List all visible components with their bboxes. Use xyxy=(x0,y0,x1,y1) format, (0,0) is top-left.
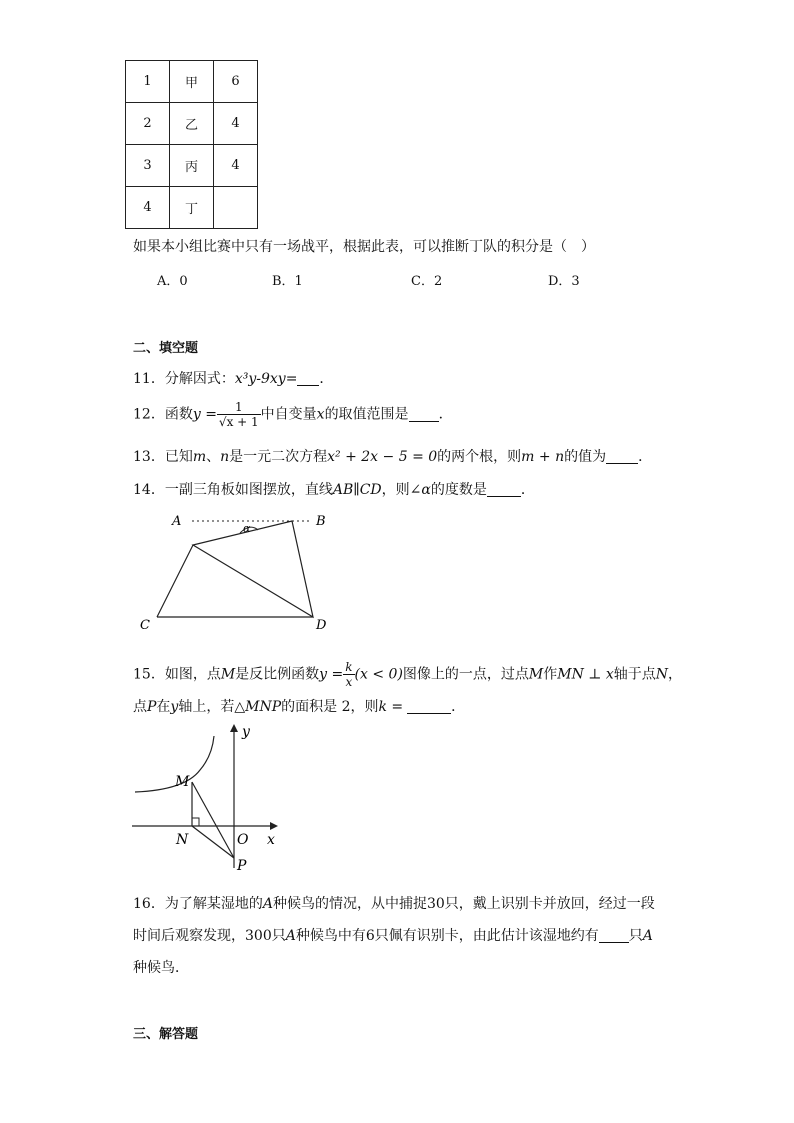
table-row xyxy=(126,103,258,145)
question-15-line-1 xyxy=(133,660,682,689)
label-x: x xyxy=(267,832,275,848)
q12-var: x xyxy=(316,406,325,423)
q16-l2c: 种候鸟中有 xyxy=(295,928,366,944)
q15-fraction xyxy=(343,660,354,689)
q12-end: ． xyxy=(438,406,453,423)
q16-a2: A xyxy=(285,928,296,944)
question-11 xyxy=(133,368,333,388)
label-alpha: α xyxy=(243,522,251,535)
q15-m: M xyxy=(220,666,236,683)
q13-sep: 、 xyxy=(206,449,221,465)
figure-15-hyperbola xyxy=(130,718,290,878)
segment-mp xyxy=(192,782,234,858)
q14-text-c: 的度数是 xyxy=(430,482,487,498)
q16-l2e: 只 xyxy=(628,928,643,944)
question-14 xyxy=(133,479,535,499)
q15-end1: ， xyxy=(668,666,683,683)
q13-text-b: 是一元二次方程 xyxy=(229,449,328,465)
q15-l2b: 在 xyxy=(156,699,171,715)
q16-n6: 6 xyxy=(365,928,375,944)
q10-option-c: C．2 xyxy=(411,274,443,289)
q15-y: y xyxy=(170,699,179,715)
q12-fraction xyxy=(217,400,261,429)
question-15-line-2 xyxy=(133,696,465,716)
q15-answer-blank[interactable] xyxy=(407,699,451,714)
q16-l1b: 种候鸟的情况，从中捕捉 xyxy=(272,896,427,912)
question-16-line-1 xyxy=(133,893,655,913)
q15-m2: M xyxy=(528,666,544,683)
q16-answer-blank[interactable] xyxy=(599,928,629,943)
q15-p: P xyxy=(147,699,157,715)
q13-n: n xyxy=(220,449,230,465)
label-d: D xyxy=(316,618,327,633)
q13-text-d: 的值为 xyxy=(564,449,607,465)
q15-frac-num: k xyxy=(345,660,353,674)
label-c: C xyxy=(140,618,150,633)
question-13 xyxy=(133,446,652,466)
q10-text: 如果本小组比赛中只有一场战平，根据此表，可以推断丁队的积分是（ ） xyxy=(133,239,595,255)
q13-equation: x² + 2x − 5 = 0 xyxy=(327,449,438,465)
q16-n300: 300 xyxy=(245,928,272,944)
triangle-right xyxy=(193,521,313,617)
y-axis-arrow xyxy=(230,724,238,732)
section-heading-fill-in: 二、填空题 xyxy=(133,341,199,356)
label-o: O xyxy=(237,832,249,848)
q15-perp: MN ⊥ x xyxy=(557,666,614,683)
table-row xyxy=(126,61,258,103)
table-cell: 1 xyxy=(126,61,170,103)
q14-answer-blank[interactable] xyxy=(487,482,521,497)
table-cell: 2 xyxy=(126,103,170,145)
q16-l2a: 时间后观察发现， xyxy=(133,928,245,944)
triangle-left-edge xyxy=(157,545,193,617)
q13-sum: m + n xyxy=(521,449,565,465)
q14-text-b: ，则∠ xyxy=(381,482,422,498)
q15-text-e: 轴于点 xyxy=(613,666,656,683)
q16-l2b: 只 xyxy=(271,928,286,944)
q12-frac-den: √x + 1 xyxy=(218,415,259,429)
table-cell: 4 xyxy=(126,187,170,229)
q12-function-lhs: y = xyxy=(192,406,217,423)
q12-text-b: 中自变量 xyxy=(260,406,317,423)
q13-text-c: 的两个根，则 xyxy=(437,449,522,465)
label-p: P xyxy=(237,858,247,874)
q15-mnp: MNP xyxy=(245,699,282,715)
table-cell: 6 xyxy=(214,61,258,103)
x-axis-arrow xyxy=(270,822,278,830)
q15-l2d: 的面积是 2，则 xyxy=(281,699,379,715)
q10-option-a: A．0 xyxy=(157,274,188,289)
q13-end: ． xyxy=(638,449,653,465)
q12-text-c: 的取值范围是 xyxy=(324,406,409,423)
q15-text-c: 图像上的一点，过点 xyxy=(402,666,529,683)
table-cell: 4 xyxy=(214,103,258,145)
q16-a3: A xyxy=(642,928,653,944)
table-cell xyxy=(214,187,258,229)
table-cell: 4 xyxy=(214,145,258,187)
q15-end2: ． xyxy=(451,699,466,715)
q12-answer-blank[interactable] xyxy=(409,407,439,422)
table-cell: 乙 xyxy=(170,103,214,145)
q15-prompt: 15．如图，点 xyxy=(133,666,221,683)
q16-l2d: 只佩有识别卡，由此估计该湿地约有 xyxy=(374,928,599,944)
q15-l2c: 轴上，若△ xyxy=(178,699,246,715)
question-16-line-3: 种候鸟． xyxy=(133,960,189,976)
q15-condition: (x < 0) xyxy=(354,666,403,683)
label-a: A xyxy=(172,514,182,529)
q15-text-b: 是反比例函数 xyxy=(235,666,320,683)
q11-expression: x³y-9xy= xyxy=(234,371,298,387)
q15-k: k = xyxy=(378,699,404,715)
label-b: B xyxy=(316,514,326,529)
q15-frac-den: x xyxy=(345,675,353,689)
q12-frac-num: 1 xyxy=(217,400,261,415)
segment-np xyxy=(192,826,234,858)
label-m: M xyxy=(175,774,190,790)
section-heading-solve: 三、解答题 xyxy=(133,1027,199,1042)
table-row xyxy=(126,145,258,187)
q16-a1: A xyxy=(262,896,273,912)
label-n: N xyxy=(176,832,189,848)
q16-l1a: 16．为了解某湿地的 xyxy=(133,896,263,912)
q15-y-lhs: y = xyxy=(319,666,344,683)
q16-n30: 30 xyxy=(426,896,445,912)
q14-prompt: 14．一副三角板如图摆放，直线 xyxy=(133,482,333,498)
label-y: y xyxy=(242,724,250,740)
table-cell: 甲 xyxy=(170,61,214,103)
q10-option-b: B．1 xyxy=(272,274,303,289)
q12-prompt: 12．函数 xyxy=(133,406,193,423)
question-12 xyxy=(133,400,453,429)
q14-parallel: AB∥CD xyxy=(332,482,382,498)
figure-14-triangles xyxy=(130,505,340,635)
q13-m: m xyxy=(192,449,207,465)
q14-alpha: α xyxy=(421,482,431,498)
q15-l2a: 点 xyxy=(133,699,147,715)
q16-l1c: 只，戴上识别卡并放回，经过一段 xyxy=(444,896,655,912)
score-table xyxy=(125,60,258,229)
q14-end: ． xyxy=(520,482,535,498)
q11-prompt: 11．分解因式： xyxy=(133,371,235,387)
q15-n: N xyxy=(655,666,669,683)
table-cell: 3 xyxy=(126,145,170,187)
q10-option-d: D．3 xyxy=(548,274,580,289)
q15-text-d: 作 xyxy=(543,666,558,683)
table-cell: 丙 xyxy=(170,145,214,187)
q11-answer-blank[interactable] xyxy=(297,371,319,386)
q13-answer-blank[interactable] xyxy=(606,449,638,464)
question-16-line-2 xyxy=(133,925,653,945)
table-row xyxy=(126,187,258,229)
q11-end: ． xyxy=(319,371,334,387)
table-cell: 丁 xyxy=(170,187,214,229)
q13-prompt: 13．已知 xyxy=(133,449,193,465)
right-angle-mark xyxy=(192,818,199,826)
